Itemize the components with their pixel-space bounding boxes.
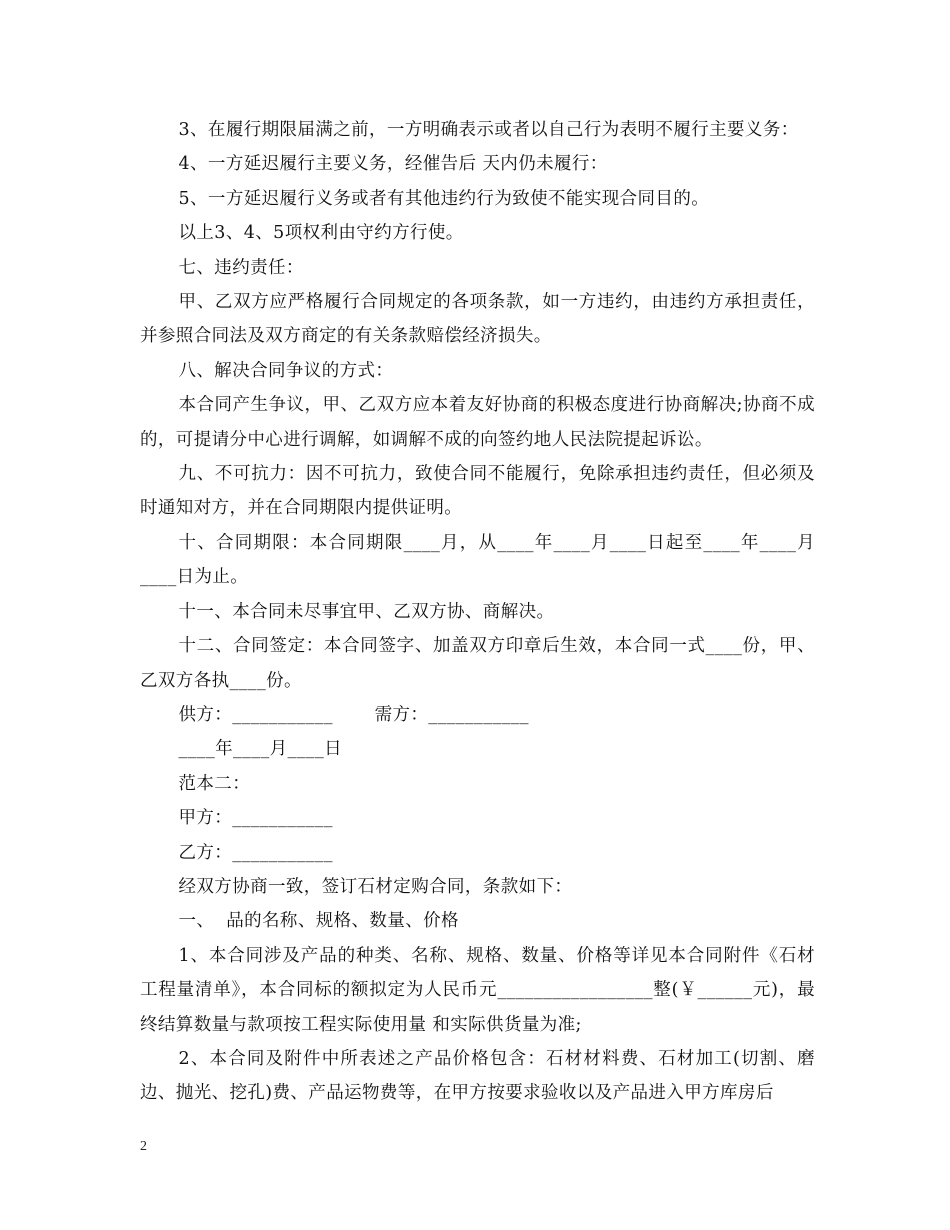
section-7-heading: 七、违约责任： (178, 257, 304, 278)
product-clause-2: 2、本合同及附件中所表述之产品价格包含：石材材料费、石材加工(切割、磨边、抛光、挖孔)费、产品运物费等，在甲方按要求验收以及产品进入甲方库房后 (140, 1048, 815, 1104)
section-7-text: 甲、乙双方应严格履行合同规定的各项条款，如一方违约，由违约方承担责任，并参照合同法及双方商定的有关条款赔偿经济损失。 (140, 292, 815, 347)
agreement-intro: 经双方协商一致，签订石材定购合同，条款如下： (178, 876, 573, 897)
clause-5-text: 5、一方延迟履行义务或者有其他违约行为致使不能实现合同目的。 (178, 188, 710, 209)
product-section-heading: 一、 品的名称、规格、数量、价格 (178, 911, 459, 932)
party-b-line: 乙方：___________ (178, 842, 333, 863)
section-12-text: 十二、合同签定：本合同签字、加盖双方印章后生效，本合同一式____份，甲、乙双方各执____份。 (140, 636, 815, 691)
section-10-text: 十、合同期限：本合同期限____月，从____年____月____日起至____年____月____日为止。 (140, 532, 815, 588)
signature-line: 供方：___________ 需方：___________ (178, 704, 529, 725)
party-a-line: 甲方：___________ (178, 808, 333, 829)
template-2-heading: 范本二： (178, 773, 251, 794)
date-line: ____年____月____日 (178, 739, 342, 760)
clause-3-text: 3、在履行期限届满之前，一方明确表示或者以自己行为表明不履行主要义务： (178, 120, 799, 140)
rights-note: 以上3、4、5项权利由守约方行使。 (178, 223, 464, 244)
section-11-text: 十一、本合同未尽事宜甲、乙双方协、商解决。 (178, 601, 555, 622)
product-clause-1: 1、本合同涉及产品的种类、名称、规格、数量、价格等详见本合同附件《石材工程量清单》，本合同标的额拟定为人民币元_________________整(￥______元)，最终结算数量与款项按工程实际使用量 和实际供货量为准; (140, 945, 815, 1035)
section-9-text: 九、不可抗力：因不可抗力，致使合同不能履行，免除承担违约责任，但必须及时通知对方，并在合同期限内提供证明。 (140, 464, 815, 519)
document-body (140, 113, 815, 1111)
page-number: 2 (140, 1139, 147, 1154)
section-8-text: 本合同产生争议，甲、乙双方应本着友好协商的积极态度进行协商解决;协商不成的，可提请分中心进行调解，如调解不成的向签约地人民法院提起诉讼。 (140, 395, 815, 450)
clause-4-text: 4、一方延迟履行主要义务，经催告后 天内仍未履行： (178, 154, 608, 175)
section-8-heading: 八、解决合同争议的方式： (178, 360, 394, 381)
